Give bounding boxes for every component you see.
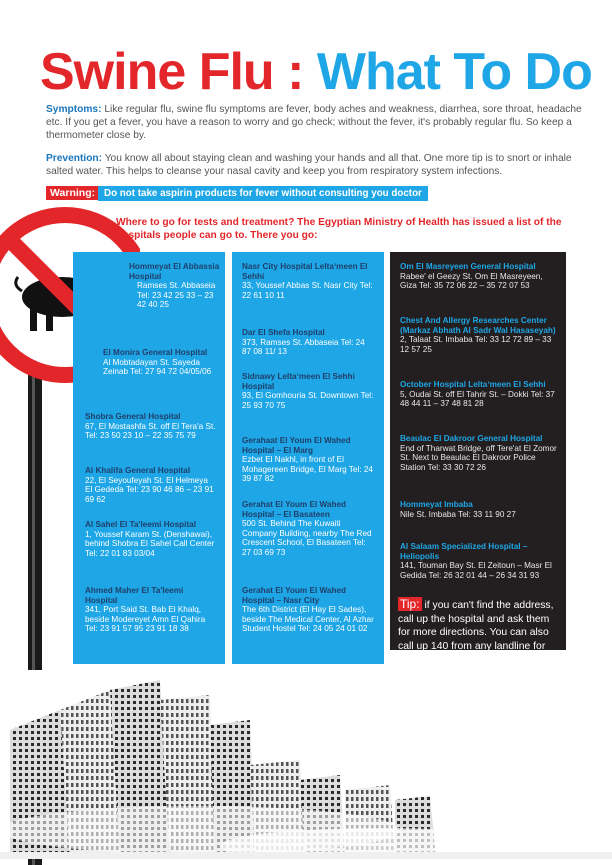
hospital-entry (85, 586, 217, 634)
hospital-details: 2, Talaat St. Imbaba Tel: 33 12 72 89 – 33 12 57 25 (400, 335, 552, 354)
hospital-name: Beaulac El Dakroor General Hospital (400, 434, 543, 443)
hospital-column-2 (232, 252, 384, 664)
hospital-name: Ahmed Maher El Ta'leemi Hospital (85, 586, 184, 605)
hospital-entry (85, 520, 217, 558)
hospital-name: Om El Masreyeen General Hospital (400, 262, 536, 271)
page-title (40, 42, 600, 102)
hospital-name: Hommeyat El Abbassia Hospital (129, 262, 220, 281)
hospital-details: 341, Port Said St. Bab El Khalq, beside Modereyet Amn El Qahira Tel: 23 91 57 95 23 91 18 38 (85, 605, 206, 634)
hospital-details: Nile St. Imbaba Tel: 33 11 90 27 (400, 509, 516, 519)
warning-label: Warning: (46, 186, 99, 200)
hospital-name: Al Khalifa General Hospital (85, 466, 191, 475)
hospital-details: 373, Ramses St. Abbaseia Tel: 24 87 08 11/ 13 (242, 337, 365, 357)
hospital-entry (103, 348, 221, 377)
hospital-entry (400, 380, 560, 409)
hospital-entry (242, 586, 374, 634)
tip-text: if you can't find the address, call up the hospital and ask them for more directions. You can also call up 140 from any landline for information. (398, 600, 554, 665)
hospital-entry (242, 328, 374, 357)
symptoms-label: Symptoms: (46, 104, 102, 115)
hospital-details: The 6th District (El Hay El Sades), beside The Medical Center, Al Azhar Student Hostel Tel: 24 05 24 01 02 (242, 605, 374, 634)
hospital-details: 93, El Gomhouria St. Downtown Tel: 25 93 70 75 (242, 391, 374, 410)
hospital-entry (242, 500, 374, 558)
hospital-details: 67, El Mostashfa St. off El Tera'a St. Tel: 23 50 23 10 – 22 35 75 79 (85, 421, 216, 441)
hospital-details: Ramses St. Abbaseia Tel: 23 42 25 33 – 23 42 40 25 (137, 281, 216, 310)
hospital-details: Al Mobtadayan St. Sayeda Zeinab Tel: 27 94 72 04/05/06 (103, 357, 212, 377)
hospital-details: 33, Youssef Abbas St. Nasr City Tel: 22 61 10 11 (242, 281, 373, 300)
hospital-entry (400, 434, 560, 472)
warning-text: Do not take aspirin products for fever without consulting you doctor (98, 186, 428, 201)
hospital-entry (85, 412, 217, 441)
hospital-details: 500 St. Behind The Kuwaiti Company Building, nearby The Red Crescent School, El Basateen Tel: 27 03 69 73 (242, 519, 372, 557)
hospital-name: October Hospital Leltaʼmeen El Sehhi (400, 380, 546, 389)
hospital-name: Gerahaat El Youm El Wahed Hospital – El Marg (242, 436, 351, 455)
hospital-details: 1, Youssef Karam St. (Denshawai), behind Shobra El Sahel Call Center Tel: 22 01 83 03/04 (85, 529, 215, 558)
symptoms-paragraph (46, 103, 586, 142)
symptoms-text: Like regular flu, swine flu symptoms are fever, body aches and weakness, diarrhea, sore throat, headache etc. If you get a fever, you have a reason to worry and go check; without the fever, it's probably regular flu. So keep a thermometer close by. (46, 104, 582, 141)
hospital-name: Nasr City Hospital Leltaʼmeen El Sehhi (242, 262, 368, 281)
hospital-name: Al Salaam Specialized Hospital – Heliopolis (400, 542, 528, 561)
hospital-name: Shobra General Hospital (85, 412, 181, 421)
hospital-name: Al Sahel El Ta'leemi Hospital (85, 520, 196, 529)
hospital-entry (400, 542, 560, 580)
hospital-details: 141, Touman Bay St. El Zeitoun – Masr El Gedida Tel: 26 32 01 44 – 26 34 31 93 (400, 561, 552, 580)
hospital-details: 22, El Seyoufeyah St. El Helmeya El Gededa Tel: 23 90 46 86 – 23 91 69 62 (85, 475, 214, 504)
hospital-entry (400, 262, 560, 291)
hospital-details: Ezbet El Nakhl, in front of El Mohagereen Bridge, El Marg Tel: 24 39 87 82 (242, 455, 373, 484)
title-part2: What To Do (316, 43, 592, 101)
hospital-entry (400, 316, 560, 354)
hospital-details: End of Tharwat Bridge, off Tere'at El Zomor St. Next to Beaulac El Dakroor Police Station Tel: 33 30 72 26 (400, 443, 557, 472)
hospital-name: Gerahat El Youm El Wahed Hospital – Nasr City (242, 586, 347, 605)
hospital-column-3 (390, 252, 566, 665)
where-heading: Where to go for tests and treatment? The Egyptian Ministry of Health has issued a list of the hospitals people can go to. There you go: (116, 217, 562, 241)
hospital-name: El Monira General Hospital (103, 348, 208, 357)
hospital-name: Sidnawy Leltaʼmeen El Sehhi Hospital (242, 372, 355, 391)
hospital-details: 5, Oudai St. off El Tahrir St. – Dokki Tel: 37 48 44 11 – 37 48 81 28 (400, 389, 555, 409)
prevention-text: You know all about staying clean and washing your hands and all that. One more tip is to snort or inhale salted water. This helps to cleanse your nasal cavity and keep you from respiratory system infections. (46, 153, 572, 177)
prevention-label: Prevention: (46, 153, 103, 164)
title-part1: Swine Flu : (40, 43, 304, 101)
hospital-entry (242, 372, 374, 410)
hospital-entry (400, 500, 560, 519)
hospital-entry (129, 262, 221, 310)
tip-box (398, 598, 558, 667)
hospital-name: Gerahat El Youm El Wahed Hospital – El Basateen (242, 500, 347, 519)
hospital-entry (242, 436, 374, 484)
hospital-name: Hommeyat Imbaba (400, 500, 473, 509)
hospital-name: Chest And Allergy Researches Center (Markaz Abhath Al Sadr Wal Hasaseyah) (400, 316, 556, 335)
hospital-entry (242, 262, 374, 300)
hospital-name: Dar El Shefa Hospital (242, 328, 325, 337)
hospital-details: Rabee' el Geezy St. Om El Masreyeen, Giza Tel: 35 72 06 22 – 35 72 07 53 (400, 271, 543, 291)
tip-label: Tip: (400, 597, 420, 611)
hospital-column-1 (73, 252, 225, 664)
prevention-paragraph (46, 152, 586, 178)
hospital-entry (85, 466, 217, 504)
city-skyline-illustration (0, 670, 612, 859)
